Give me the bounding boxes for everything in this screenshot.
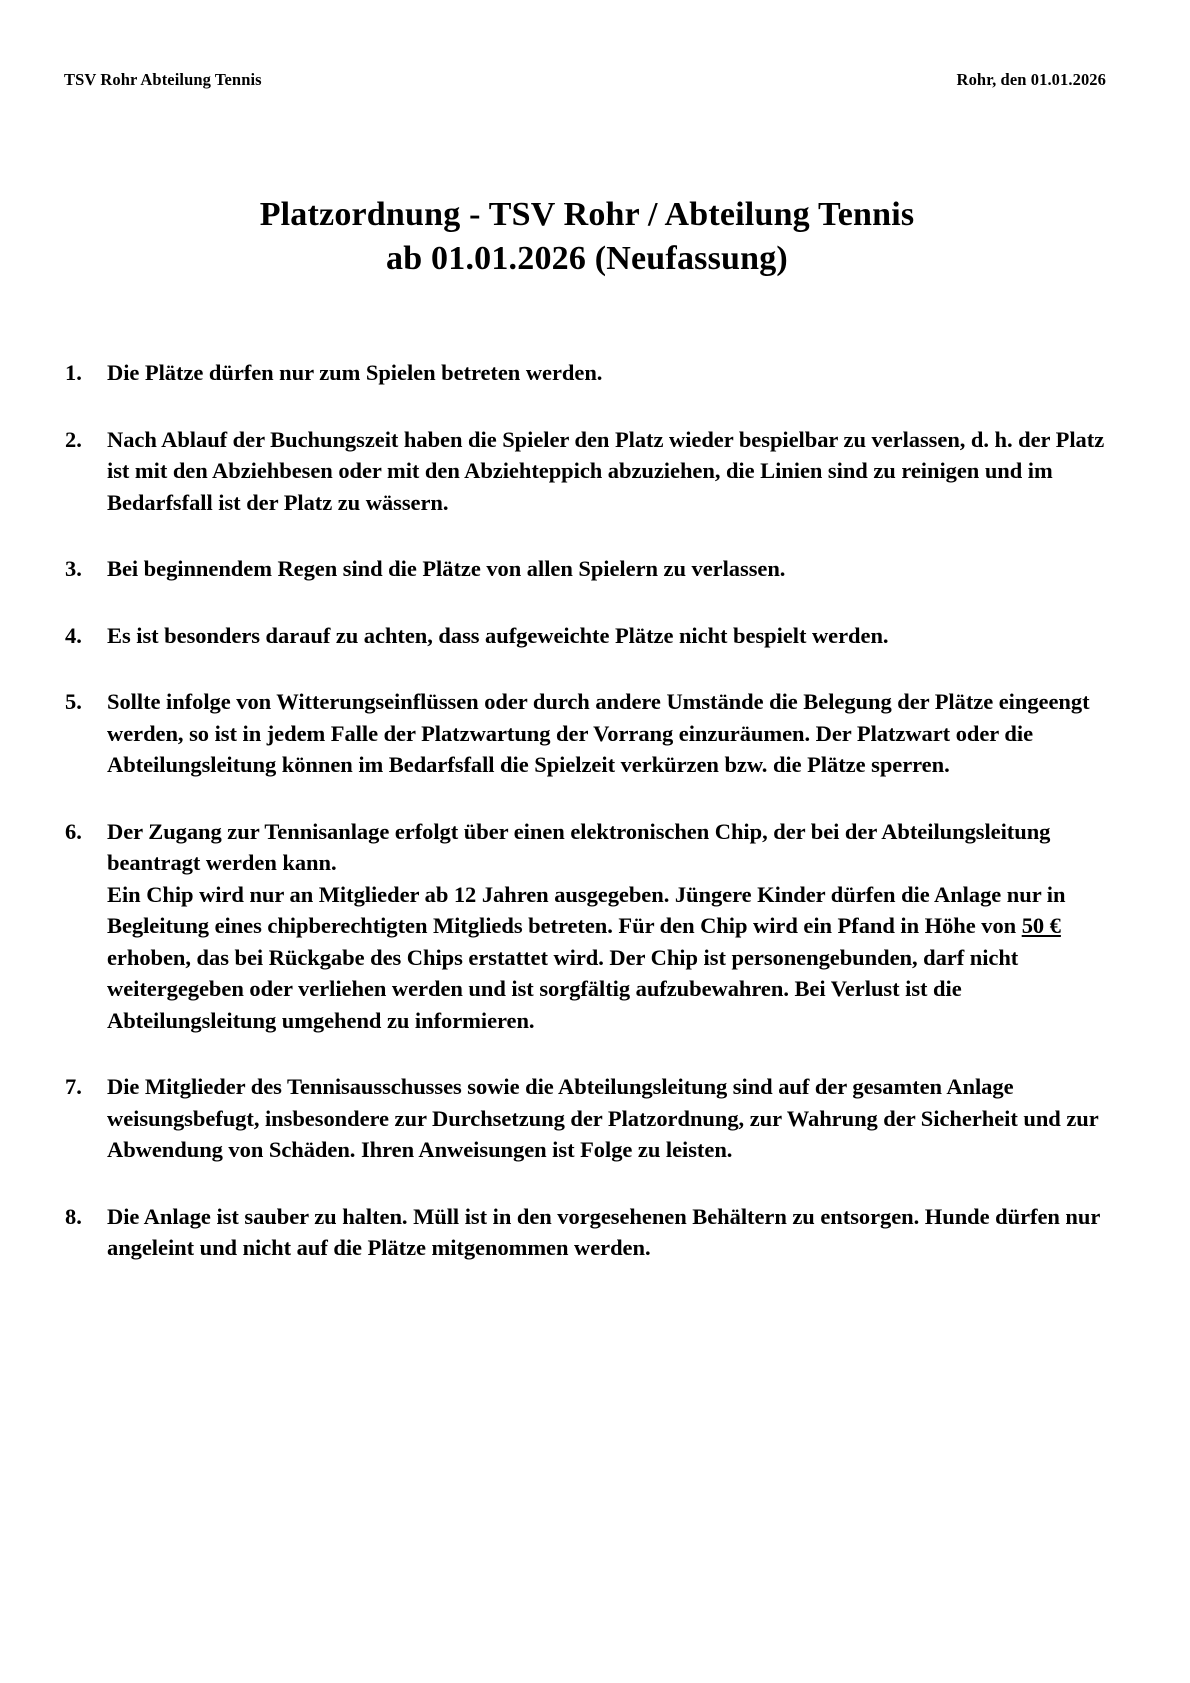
rule-text: Die Mitglieder des Tennisausschusses sowie die Abteilungsleitung sind auf der gesamten Anlage weisungsbefugt, insbesondere zur Durchsetzung der Platzordnung, zur Wahrung der Sicherheit und zur Abwendung von Schäden. Ihren Anweisungen ist Folge zu leisten. <box>107 1074 1099 1163</box>
rule-number: 3. <box>65 556 82 582</box>
rule-item <box>62 357 1112 389</box>
rule-item <box>62 686 1112 781</box>
rule-text: Sollte infolge von Witterungseinflüssen oder durch andere Umstände die Belegung der Plätze eingeengt werden, so ist in jedem Falle der Platzwartung der Vorrang einzuräumen. Der Platzwart oder die Abteilungsleitung können im Bedarfsfall die Spielzeit verkürzen bzw. die Plätze sperren. <box>107 689 1090 778</box>
rule-text: Nach Ablauf der Buchungszeit haben die Spieler den Platz wieder bespielbar zu verlassen, d. h. der Platz ist mit den Abziehbesen oder mit den Abziehteppich abzuziehen, die Linien sind zu reinigen und im Bedarfsfall ist der Platz zu wässern. <box>107 426 1105 515</box>
rule-text: Der Zugang zur Tennisanlage erfolgt über einen elektronischen Chip, der bei der Abteilungsleitung beantragt werden kann. <box>107 818 1051 876</box>
rule-text: Es ist besonders darauf zu achten, dass aufgeweichte Plätze nicht bespielt werden. <box>107 622 889 648</box>
rule-number: 6. <box>65 818 82 844</box>
header-club-name: TSV Rohr Abteilung Tennis <box>64 70 262 89</box>
rule-text: Bei beginnendem Regen sind die Plätze von allen Spielern zu verlassen. <box>107 556 786 582</box>
rule-number: 8. <box>65 1203 82 1229</box>
rule-number: 1. <box>65 360 82 386</box>
chip-deposit-text-before: Ein Chip wird nur an Mitglieder ab 12 Jahren ausgegeben. Jüngere Kinder dürfen die Anlage nur in Begleitung eines chipberechtigten Mitglieds betreten. Für den Chip wird ein Pfand in Höhe von <box>107 881 1066 939</box>
rule-text: Die Plätze dürfen nur zum Spielen betreten werden. <box>107 360 603 386</box>
document-header <box>62 70 1112 90</box>
rule-item <box>62 620 1112 652</box>
title-line-2: ab 01.01.2026 (Neufassung) <box>386 240 788 278</box>
rule-item <box>62 424 1112 519</box>
rules-list <box>62 357 1112 1264</box>
rule-number: 4. <box>65 622 82 648</box>
header-place-date: Rohr, den 01.01.2026 <box>956 70 1106 89</box>
rule-item <box>62 816 1112 1037</box>
rule-item <box>62 553 1112 585</box>
chip-deposit-amount: 50 € <box>1021 913 1061 939</box>
rule-item <box>62 1071 1112 1166</box>
page-title <box>62 193 1112 281</box>
rule-text-paragraph-2 <box>107 882 1065 1033</box>
rule-number: 2. <box>65 426 82 452</box>
rule-number: 7. <box>65 1074 82 1100</box>
title-line-1: Platzordnung - TSV Rohr / Abteilung Tennis <box>259 196 915 233</box>
rule-number: 5. <box>65 689 82 715</box>
chip-deposit-text-after: erhoben, das bei Rückgabe des Chips erstattet wird. Der Chip ist personengebunden, darf nicht weitergegeben oder verliehen werden und ist sorgfältig aufzubewahren. Bei Verlust ist die Abteilungsleitung umgehend zu informieren. <box>107 944 1019 1033</box>
rule-text: Die Anlage ist sauber zu halten. Müll ist in den vorgesehenen Behältern zu entsorgen. Hunde dürfen nur angeleint und nicht auf die Plätze mitgenommen werden. <box>107 1203 1100 1261</box>
rule-item <box>62 1201 1112 1264</box>
